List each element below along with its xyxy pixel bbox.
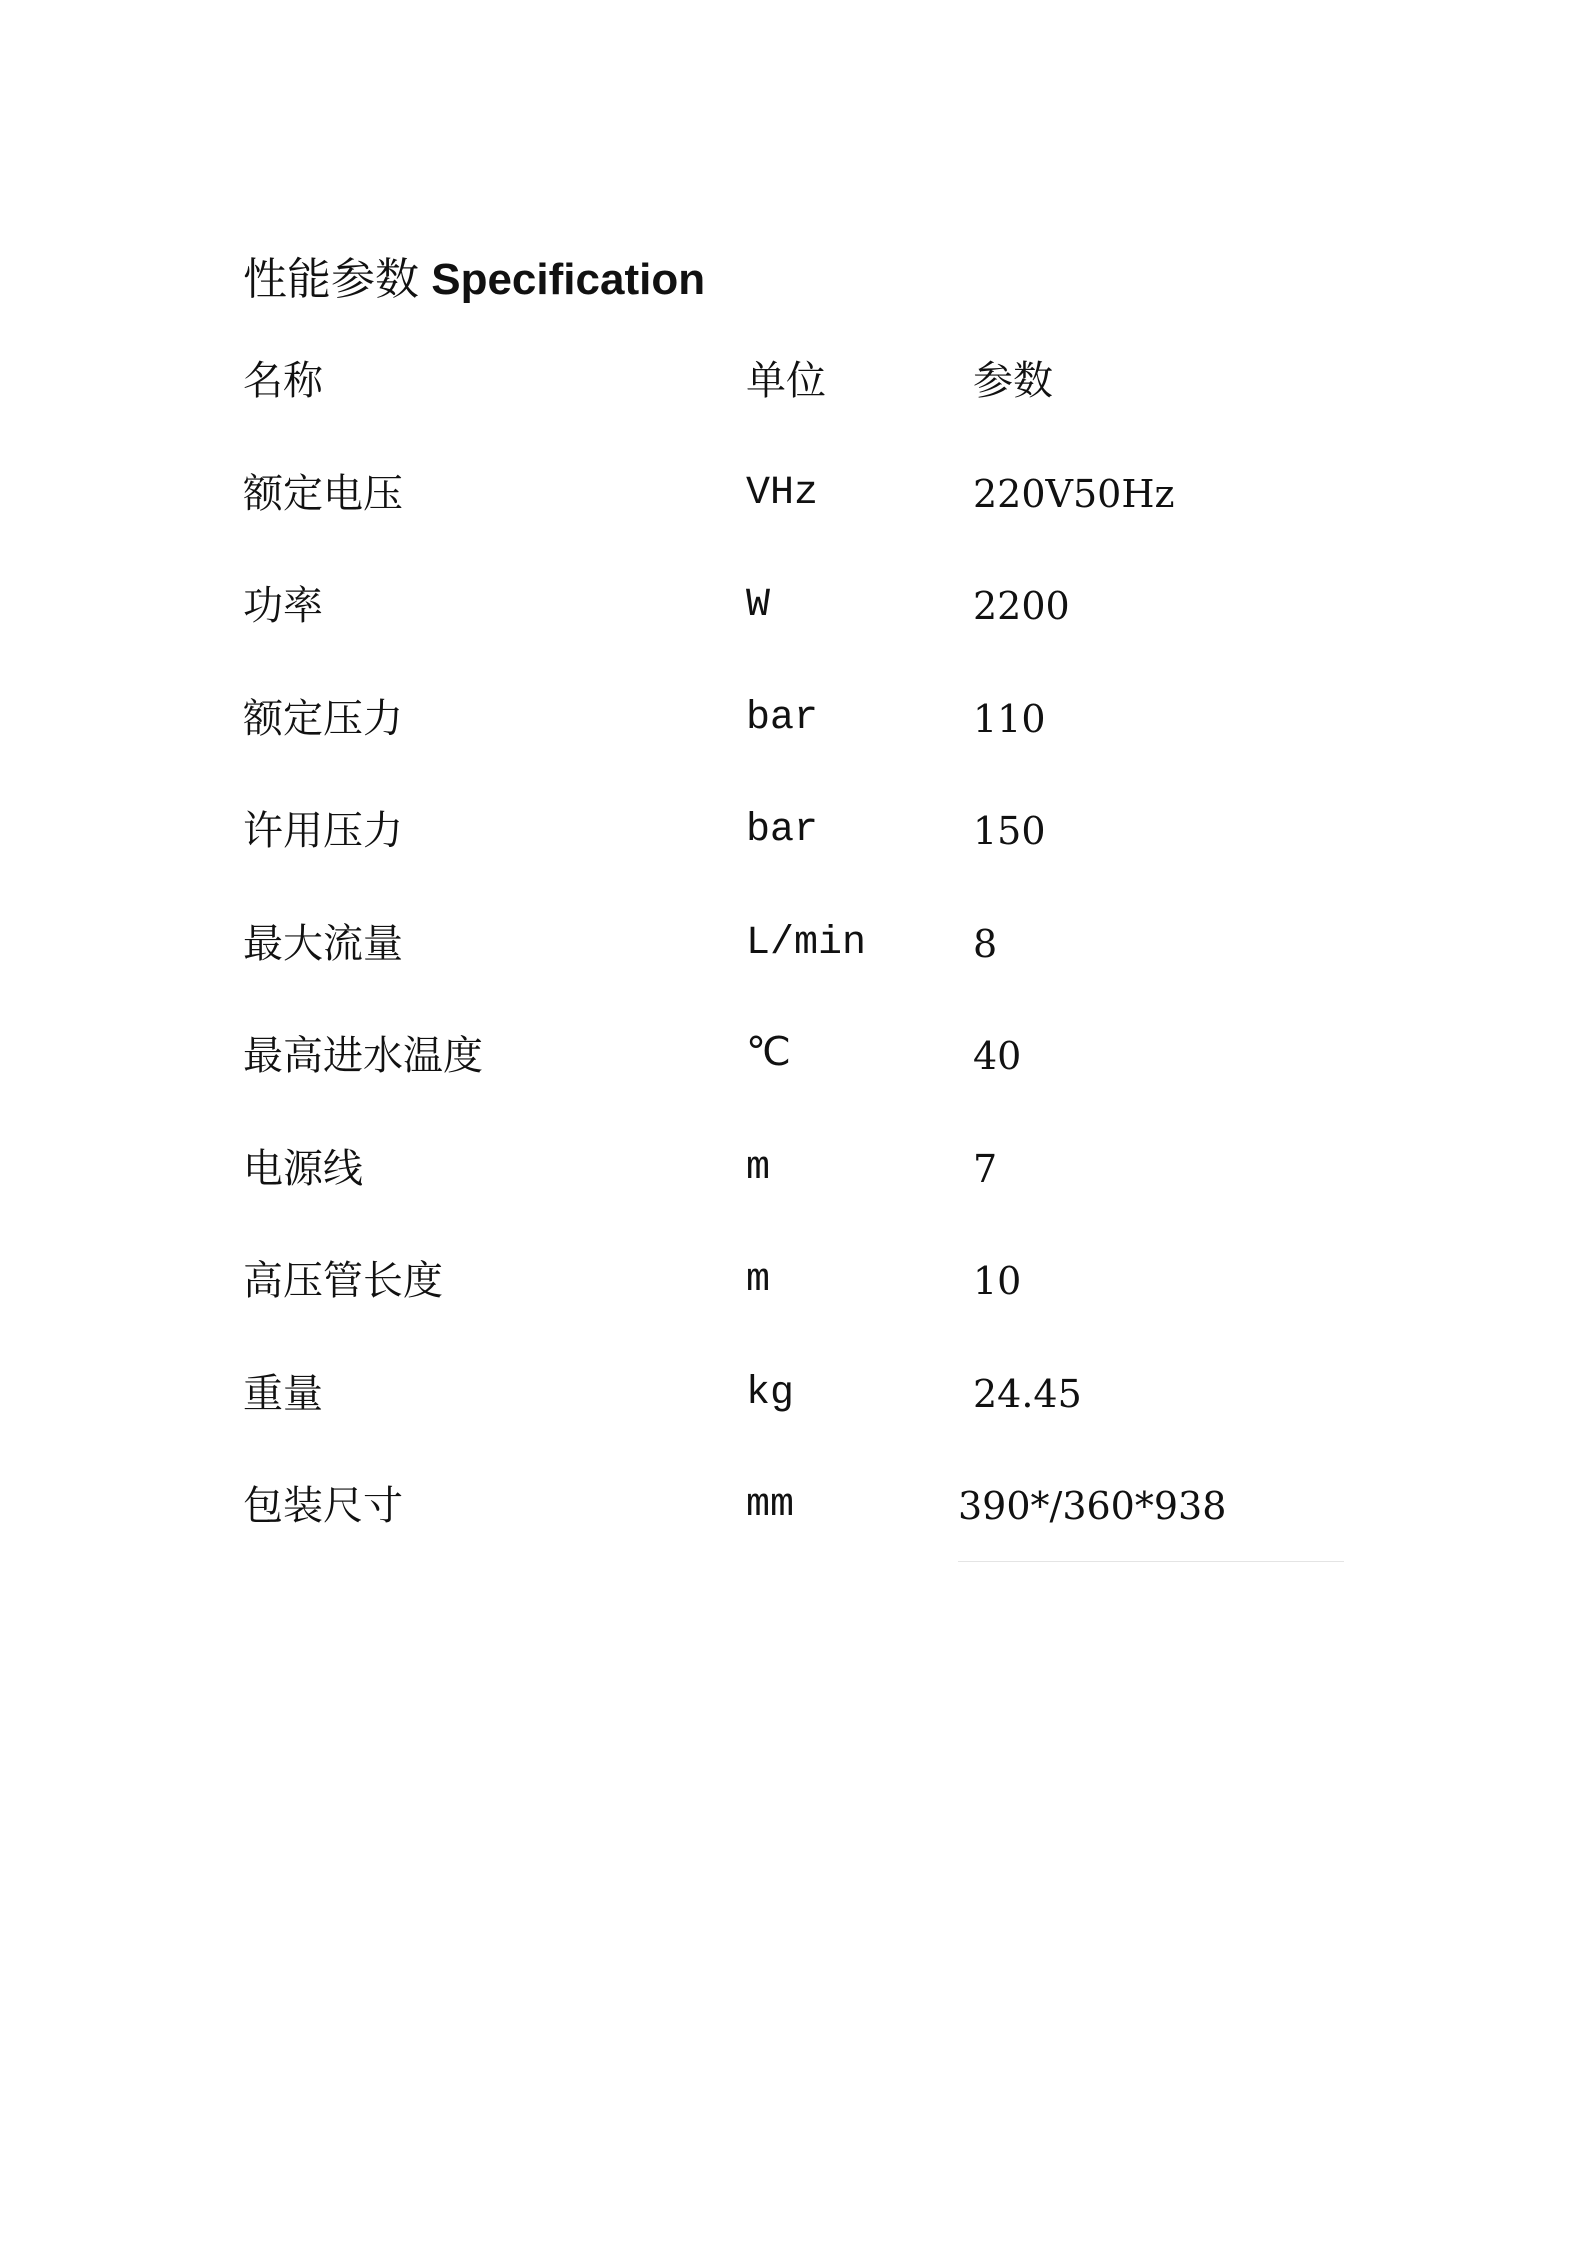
row-value: 7 [973,1146,998,1191]
header-value: 参数 [973,358,1053,404]
row-unit: bar [746,695,819,741]
table-row [243,453,1343,566]
row-name: 功率 [243,583,323,628]
row-value: 110 [973,696,1046,741]
header-unit: 单位 [746,358,826,403]
row-unit: m [746,1145,771,1191]
row-value: 2200 [973,584,1070,628]
row-unit: ℃ [746,1033,791,1078]
row-name: 电源线 [243,1145,363,1191]
row-name: 许用压力 [243,808,403,853]
row-value: 220V50Hz [973,471,1175,516]
row-unit: m [746,1258,771,1303]
row-unit: kg [746,1370,795,1416]
row-name: 高压管长度 [243,1258,443,1303]
row-name: 最高进水温度 [243,1033,483,1078]
row-unit: bar [746,808,819,853]
row-value: 10 [973,1259,1022,1303]
row-value: 40 [973,1034,1022,1078]
header-name: 名称 [243,358,323,403]
table-row [243,903,1343,1016]
row-unit: mm [746,1483,795,1528]
row-unit: VHz [746,470,819,516]
table-row [243,790,1343,903]
row-value: 8 [973,921,998,966]
table-header-row [243,340,1343,453]
table-bottom-rule [958,1561,1344,1562]
table-row [243,678,1343,791]
table-row [243,1353,1343,1466]
row-unit: W [746,583,771,628]
title-english: Specification [431,255,706,304]
specification-table [243,340,1343,1578]
row-name: 包装尺寸 [243,1483,403,1528]
row-value: 24.45 [973,1371,1082,1416]
row-value: 390*/360*938 [958,1484,1227,1528]
table-row [243,1240,1343,1353]
table-row [243,565,1343,678]
title-chinese: 性能参数 [243,255,419,304]
row-value: 150 [973,809,1046,853]
row-unit: L/min [746,920,867,966]
row-name: 最大流量 [243,920,403,966]
table-row [243,1128,1343,1241]
row-name: 额定电压 [243,470,403,516]
row-name: 重量 [243,1370,323,1416]
row-name: 额定压力 [243,695,403,741]
table-row [243,1015,1343,1128]
page-title [243,250,705,310]
